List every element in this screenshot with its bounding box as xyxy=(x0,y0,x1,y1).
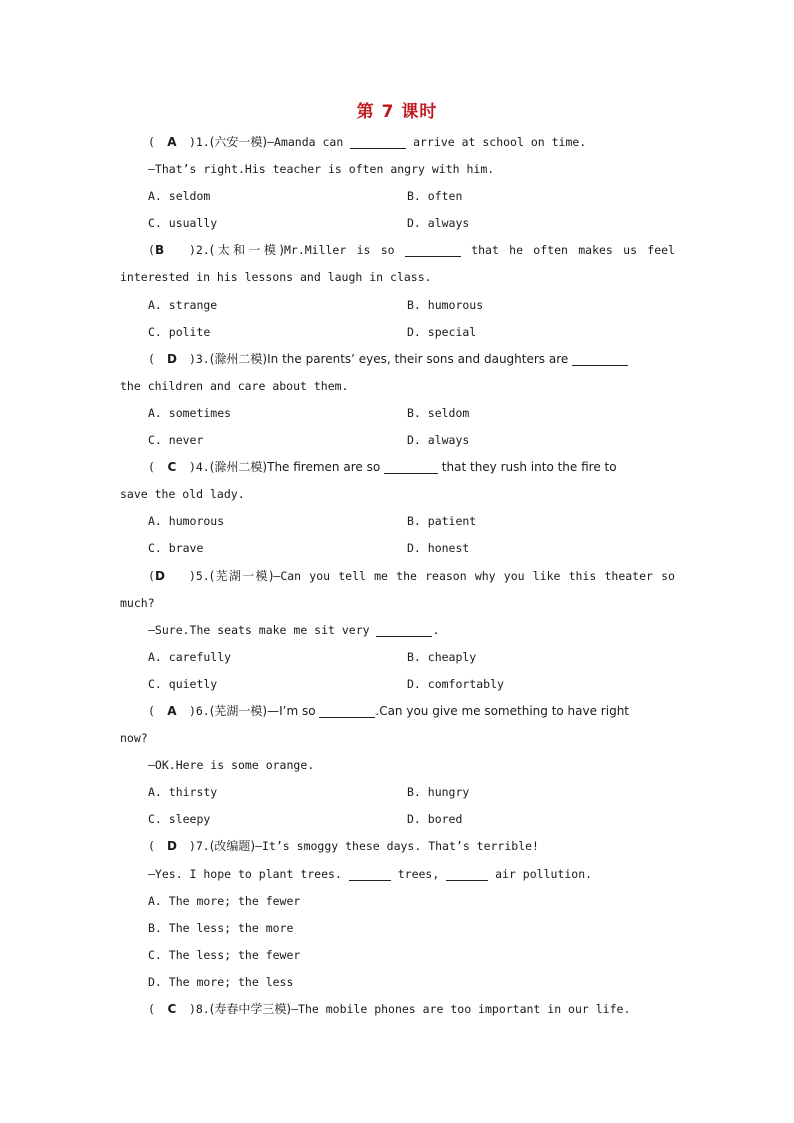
question-reply: —OK.Here is some orange. xyxy=(148,758,315,773)
question-7 xyxy=(120,833,675,996)
answer-key: C xyxy=(167,460,177,475)
answer-key: C xyxy=(167,1002,177,1016)
question-2 xyxy=(120,237,675,345)
option-d: D. special xyxy=(407,324,477,339)
answer-blank xyxy=(572,351,628,366)
option-c: C. sleepy xyxy=(148,812,211,827)
option-b: B. often xyxy=(407,189,463,204)
question-source: (滁州二模) xyxy=(209,351,268,366)
answer-key: D xyxy=(166,351,177,366)
options-row xyxy=(120,292,675,319)
option-d: D. always xyxy=(407,433,470,448)
answer-blank xyxy=(446,866,488,881)
question-6 xyxy=(120,698,675,833)
question-8 xyxy=(120,996,675,1023)
option-c: C. polite xyxy=(148,324,211,339)
question-stem: ( D )3.(滁州二模)In the parents’ eyes, their sons and daughters are xyxy=(120,346,675,373)
question-source: (芜湖一模) xyxy=(209,568,274,583)
option-a: A. seldom xyxy=(148,189,211,204)
option-a: A. carefully xyxy=(148,649,232,664)
question-source: (太和一模) xyxy=(209,243,284,258)
option-c: C. quietly xyxy=(148,676,218,691)
option-b: B. The less; the more xyxy=(148,920,294,935)
question-stem: ( C )4.(滁州二模)The firemen are so that they rush into the fire to xyxy=(148,460,617,475)
question-stem-continued: now? xyxy=(120,731,148,746)
question-1 xyxy=(120,129,675,237)
option-b: B. hungry xyxy=(407,785,470,800)
options-row xyxy=(120,210,675,237)
question-stem: ( A )6.(芜湖一模)—I’m so .Can you give me something to have right xyxy=(148,703,630,718)
question-reply: —Yes. I hope to plant trees. trees, air pollution. xyxy=(148,866,593,881)
options-row xyxy=(120,508,675,535)
page-title: 第 7 课时 xyxy=(356,102,438,122)
question-stem-continued: the children and care about them. xyxy=(120,378,349,393)
options-row xyxy=(120,400,675,427)
question-stem-continued: much? xyxy=(120,595,155,610)
question-source: (六安一模) xyxy=(209,135,268,149)
option-a: A. The more; the fewer xyxy=(148,893,301,908)
question-source: (寿春中学三模) xyxy=(209,1002,292,1016)
option-d: D. The more; the less xyxy=(148,974,294,989)
option-a: A. thirsty xyxy=(148,785,218,800)
question-source: (芜湖一模) xyxy=(209,703,268,718)
question-stem: ( C )8.(寿春中学三模)—The mobile phones are too important in our life. xyxy=(148,1002,631,1016)
question-stem-continued: interested in his lessons and laugh in class. xyxy=(120,270,432,285)
answer-key: A xyxy=(167,703,177,718)
option-d: D. bored xyxy=(407,812,463,827)
option-b: B. seldom xyxy=(407,405,470,420)
options-row xyxy=(120,427,675,454)
option-c: C. usually xyxy=(148,216,218,231)
options-row xyxy=(120,535,675,562)
answer-key: D xyxy=(166,839,177,854)
answer-blank xyxy=(405,242,461,257)
answer-key: D xyxy=(154,568,165,583)
answer-blank xyxy=(319,703,375,718)
question-5 xyxy=(120,563,675,698)
option-d: D. honest xyxy=(407,541,470,556)
option-d: D. always xyxy=(407,216,470,231)
answer-key: B xyxy=(154,243,165,258)
question-stem-continued: save the old lady. xyxy=(120,487,245,502)
options-row xyxy=(120,319,675,346)
option-c: C. The less; the fewer xyxy=(148,947,301,962)
options-row xyxy=(120,183,675,210)
question-reply: —Sure.The seats make me sit very . xyxy=(148,622,440,637)
option-a: A. humorous xyxy=(148,514,225,529)
question-3 xyxy=(120,346,675,454)
question-list xyxy=(120,129,675,1023)
option-a: A. sometimes xyxy=(148,405,232,420)
question-stem: ( A )1.(六安一模)—Amanda can arrive at school on time. xyxy=(148,135,587,149)
question-stem: (B )2.(太和一模)Mr.Miller is so that he often makes us feel xyxy=(148,243,675,258)
answer-blank xyxy=(349,866,391,881)
question-source: (滁州二模) xyxy=(209,460,268,475)
options-row xyxy=(120,644,675,671)
option-c: C. never xyxy=(148,433,204,448)
question-stem: (D )5.(芜湖一模)—Can you tell me the reason why you like this theater so xyxy=(148,568,675,583)
options-row xyxy=(120,671,675,698)
option-b: B. cheaply xyxy=(407,649,477,664)
option-b: B. patient xyxy=(407,514,477,529)
option-d: D. comfortably xyxy=(407,676,504,691)
question-4 xyxy=(120,454,675,562)
option-b: B. humorous xyxy=(407,297,484,312)
answer-blank xyxy=(376,622,432,637)
question-source: (改编题) xyxy=(209,839,256,854)
option-c: C. brave xyxy=(148,541,204,556)
answer-blank xyxy=(384,459,438,474)
answer-key: A xyxy=(167,135,177,149)
answer-blank xyxy=(350,134,406,149)
question-reply: —That’s right.His teacher is often angry with him. xyxy=(148,162,495,177)
options-row xyxy=(120,806,675,833)
options-row xyxy=(120,779,675,806)
option-a: A. strange xyxy=(148,297,218,312)
question-stem: ( D )7.(改编题)—It’s smoggy these days. That’s terrible! xyxy=(148,839,539,854)
